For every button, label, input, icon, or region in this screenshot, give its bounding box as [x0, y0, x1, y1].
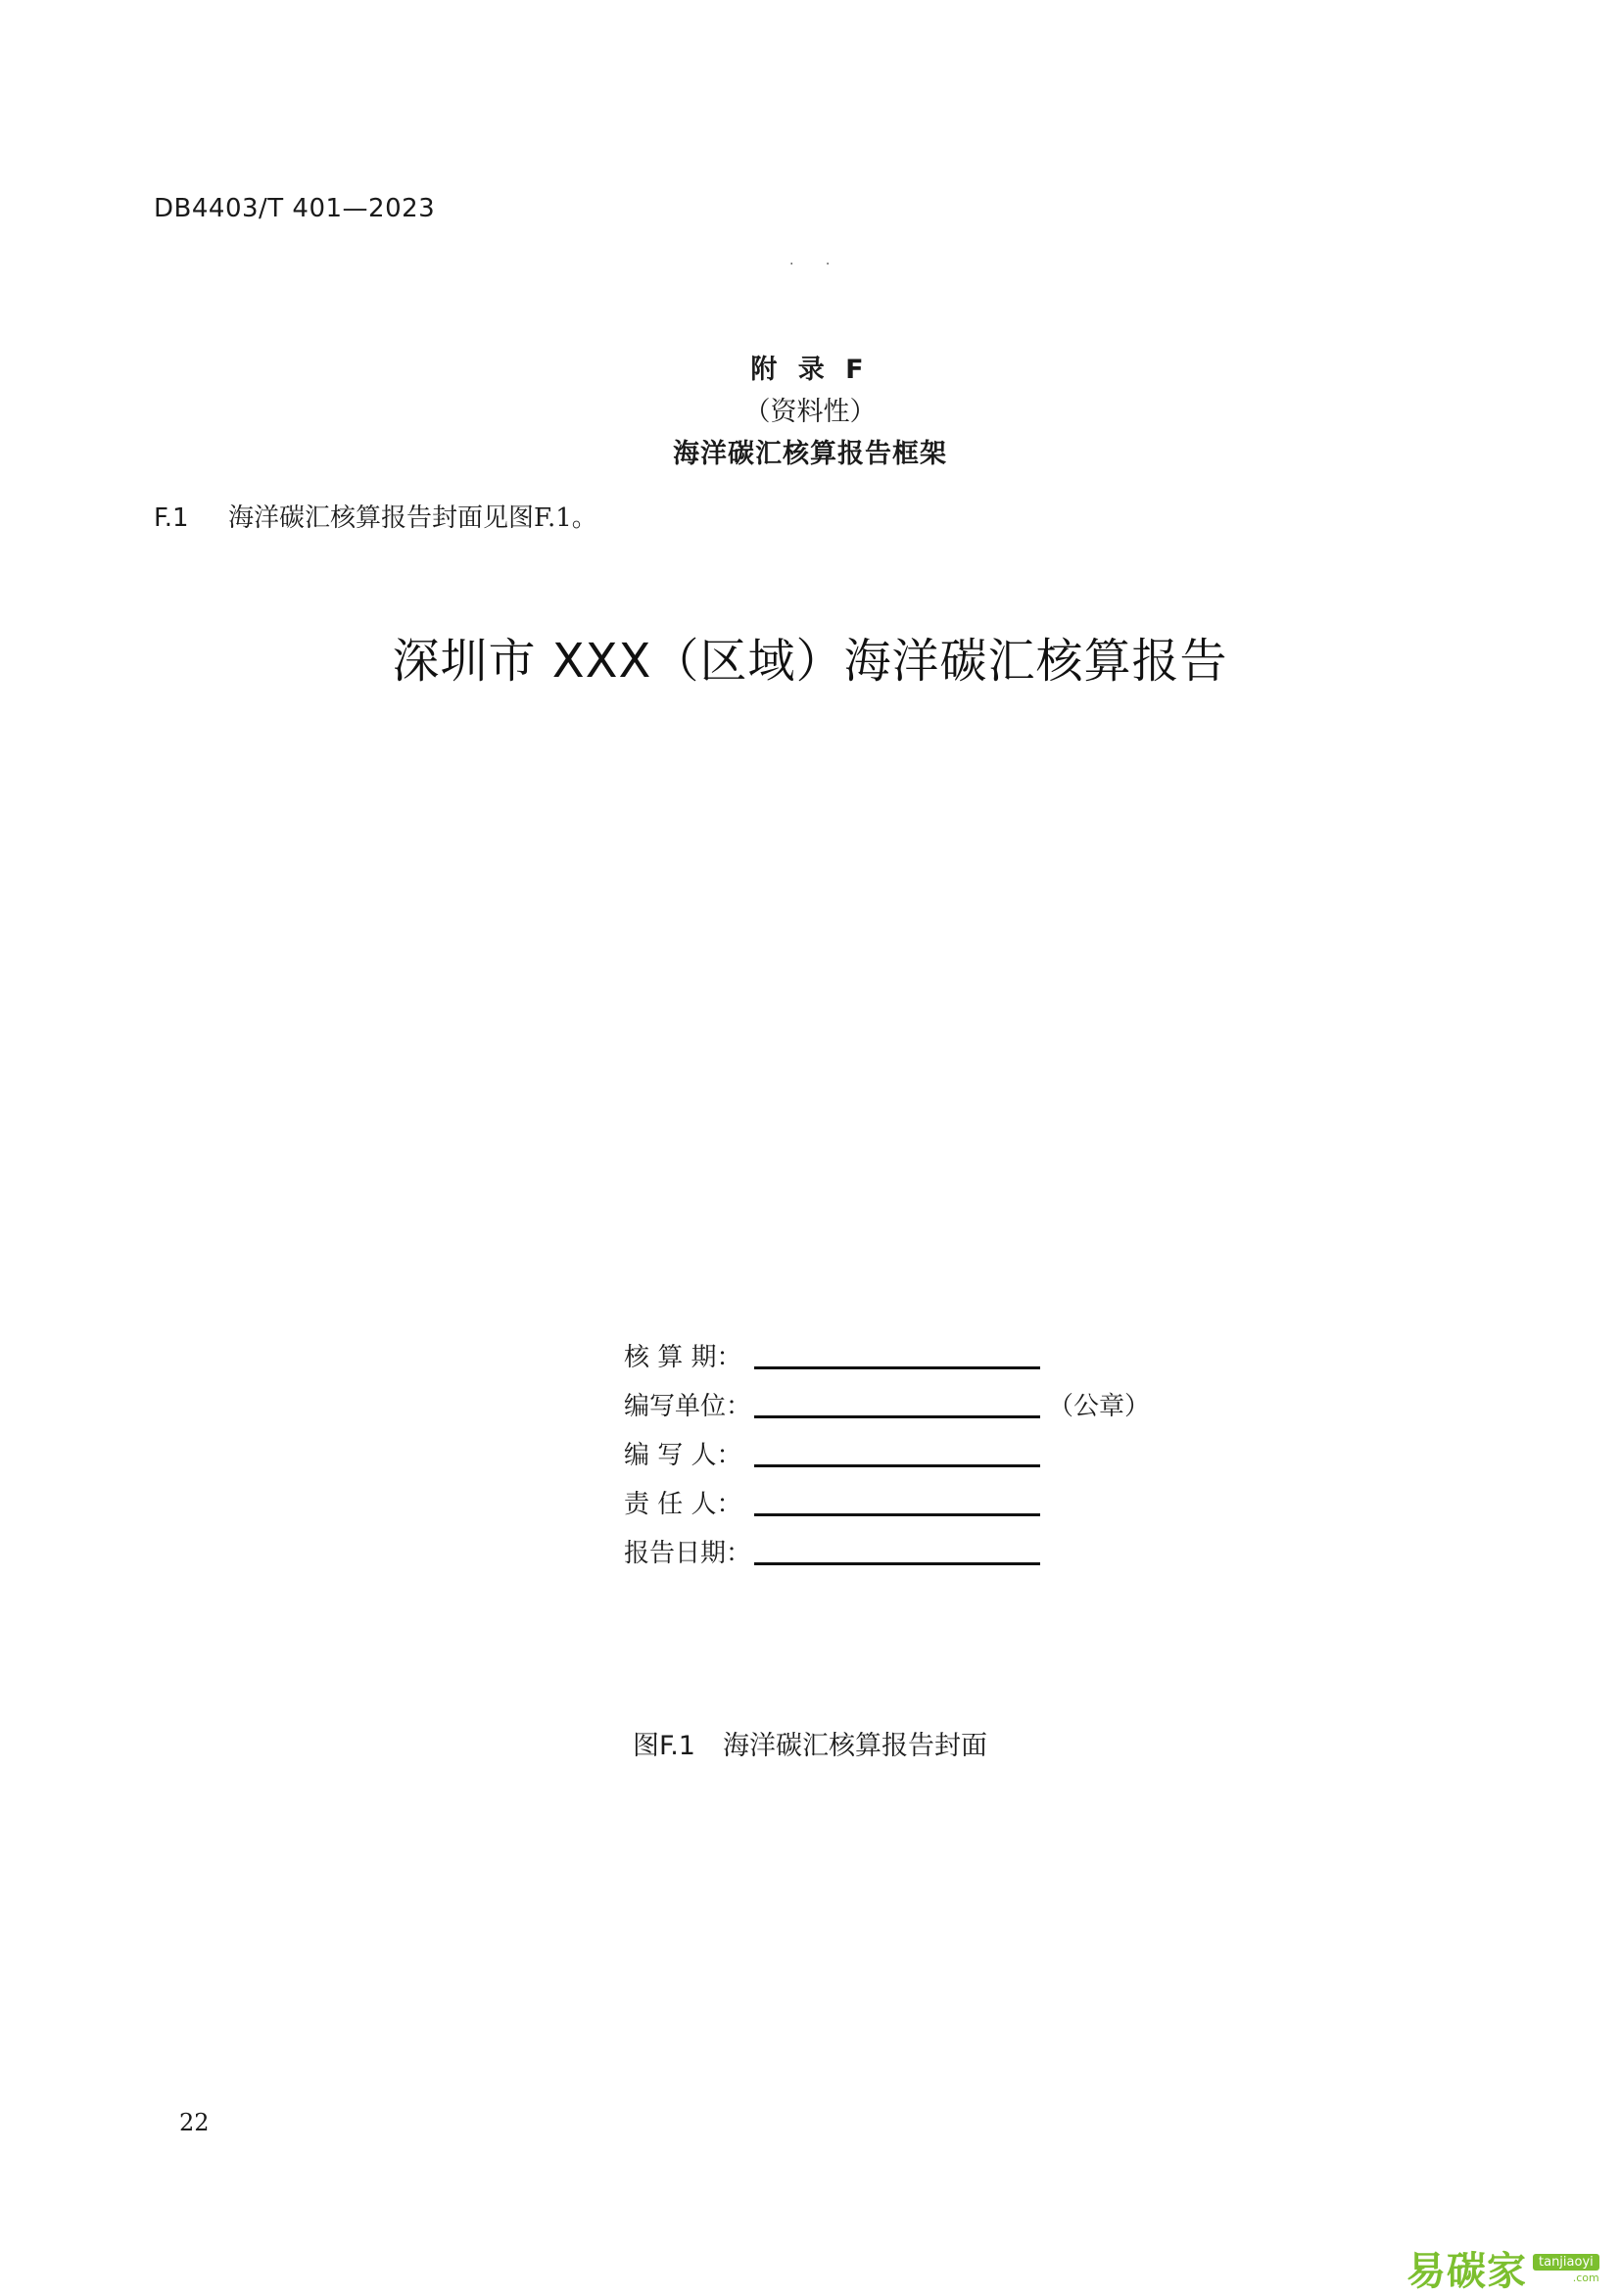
- appendix-name: 海洋碳汇核算报告框架: [673, 439, 947, 469]
- form-blank-line: [754, 1366, 1040, 1369]
- watermark-badge: tanjiaoyi: [1533, 2254, 1599, 2271]
- clause-number: F.1: [154, 503, 189, 533]
- form-row-unit: [624, 1373, 1150, 1422]
- form-blank-line: [754, 1464, 1040, 1467]
- seal-note: （公章）: [1048, 1392, 1151, 1421]
- figure-number: 图F.1: [633, 1731, 695, 1761]
- form-label: 责 任 人：: [624, 1490, 742, 1519]
- watermark-domain: .com: [1572, 2271, 1599, 2284]
- appendix-title: 附 录 F: [750, 355, 870, 385]
- form-label: 编写单位：: [624, 1392, 752, 1421]
- watermark-text: 易碳家: [1406, 2249, 1527, 2294]
- form-blank-line: [754, 1415, 1040, 1418]
- clause-f1: [154, 498, 597, 534]
- form-blank-line: [754, 1562, 1040, 1565]
- page-number: 22: [179, 2109, 210, 2136]
- watermark-logo: [1406, 2240, 1599, 2296]
- document-code: DB4403/T 401—2023: [154, 194, 436, 223]
- form-blank-line: [754, 1513, 1040, 1516]
- appendix-type: （资料性）: [743, 397, 877, 427]
- form-label: 核 算 期：: [624, 1343, 742, 1372]
- watermark-badge-group: [1533, 2254, 1599, 2283]
- form-row-period: [624, 1324, 1150, 1373]
- form-label: 编 写 人：: [624, 1441, 742, 1470]
- header-dots: . .: [789, 253, 844, 268]
- cover-title: 深圳市 XXX（区域）海洋碳汇核算报告: [392, 634, 1228, 689]
- form-row-date: [624, 1520, 1150, 1569]
- form-label: 报告日期：: [624, 1539, 752, 1568]
- form-row-responsible: [624, 1471, 1150, 1520]
- clause-text: 海洋碳汇核算报告封面见图F.1。: [228, 503, 597, 533]
- figure-caption: [0, 1724, 1620, 1762]
- cover-form: [624, 1324, 1150, 1569]
- figure-caption-text: 海洋碳汇核算报告封面: [722, 1731, 987, 1761]
- form-row-author: [624, 1422, 1150, 1471]
